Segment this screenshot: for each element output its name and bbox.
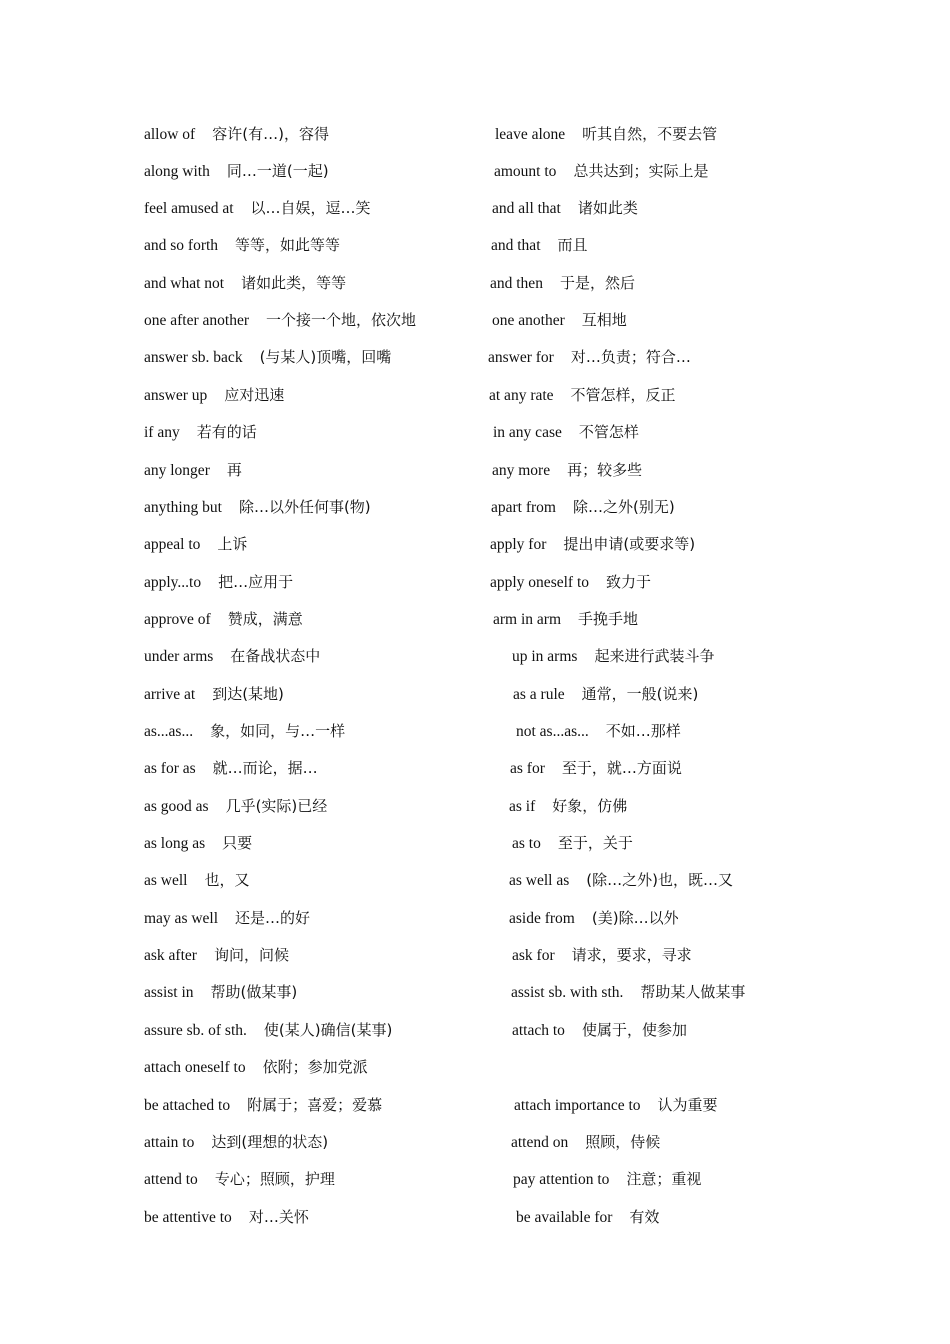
phrase-row bbox=[0, 1207, 950, 1227]
left-entry bbox=[144, 235, 340, 256]
phrase-row bbox=[0, 497, 950, 517]
meaning-text: 对…关怀 bbox=[248, 1208, 309, 1226]
phrase-row bbox=[0, 1095, 950, 1115]
meaning-text: 只要 bbox=[222, 834, 253, 852]
phrase-row bbox=[0, 609, 950, 629]
right-entry bbox=[510, 758, 682, 779]
phrase-row bbox=[0, 1020, 950, 1040]
phrase-row bbox=[0, 124, 950, 144]
left-entry bbox=[144, 833, 252, 854]
right-entry bbox=[492, 310, 627, 331]
meaning-text: 手挽手地 bbox=[578, 610, 639, 628]
phrase-text: one after another bbox=[144, 312, 249, 329]
meaning-text: 就…而论，据… bbox=[212, 759, 318, 777]
phrase-text: one another bbox=[492, 312, 565, 329]
phrase-text: pay attention to bbox=[513, 1171, 610, 1188]
left-entry bbox=[144, 572, 293, 593]
left-entry bbox=[144, 1169, 335, 1190]
phrase-row bbox=[0, 198, 950, 218]
meaning-text: 使属于，使参加 bbox=[581, 1021, 687, 1039]
meaning-text: 专心；照顾，护理 bbox=[214, 1170, 335, 1188]
meaning-text: 应对迅速 bbox=[224, 386, 285, 404]
phrase-row bbox=[0, 982, 950, 1002]
right-entry bbox=[493, 609, 638, 630]
left-entry bbox=[144, 385, 284, 406]
phrase-text: amount to bbox=[494, 163, 557, 180]
meaning-text: 达到(理想的状态) bbox=[211, 1133, 329, 1151]
phrase-text: as long as bbox=[144, 835, 206, 852]
phrase-text: as for as bbox=[144, 760, 196, 777]
right-entry bbox=[492, 198, 638, 219]
phrase-text: if any bbox=[144, 424, 180, 441]
left-entry bbox=[144, 198, 371, 219]
left-entry bbox=[144, 721, 345, 742]
phrase-text: as for bbox=[510, 760, 545, 777]
phrase-text: and all that bbox=[492, 200, 561, 217]
left-entry bbox=[144, 758, 318, 779]
meaning-text: 使(某人)确信(某事) bbox=[263, 1021, 393, 1039]
meaning-text: 再；较多些 bbox=[567, 461, 643, 479]
phrase-text: feel amused at bbox=[144, 200, 234, 217]
right-entry bbox=[491, 235, 588, 256]
phrase-text: attach oneself to bbox=[144, 1059, 246, 1076]
right-entry bbox=[490, 534, 695, 555]
phrase-row bbox=[0, 833, 950, 853]
left-entry bbox=[144, 684, 284, 705]
meaning-text: 照顾，侍候 bbox=[585, 1133, 661, 1151]
meaning-text: 诸如此类，等等 bbox=[241, 274, 347, 292]
left-entry bbox=[144, 1095, 382, 1116]
phrase-text: as good as bbox=[144, 798, 209, 815]
phrase-text: answer sb. back bbox=[144, 349, 243, 366]
meaning-text: 起来进行武装斗争 bbox=[594, 647, 715, 665]
phrase-row bbox=[0, 796, 950, 816]
phrase-text: be available for bbox=[516, 1209, 613, 1226]
right-entry bbox=[493, 422, 639, 443]
left-entry bbox=[144, 796, 327, 817]
phrase-text: under arms bbox=[144, 648, 214, 665]
phrase-row bbox=[0, 684, 950, 704]
phrase-row bbox=[0, 721, 950, 741]
right-entry bbox=[490, 273, 635, 294]
left-entry bbox=[144, 982, 297, 1003]
meaning-text: 还是…的好 bbox=[235, 909, 311, 927]
phrase-text: attain to bbox=[144, 1134, 195, 1151]
phrase-text: apply oneself to bbox=[490, 574, 590, 591]
meaning-text: 一个接一个地，依次地 bbox=[266, 311, 417, 329]
phrase-text: as well as bbox=[509, 872, 570, 889]
phrase-row bbox=[0, 646, 950, 666]
meaning-text: 于是，然后 bbox=[559, 274, 635, 292]
phrase-row bbox=[0, 273, 950, 293]
right-entry bbox=[490, 572, 651, 593]
phrase-text: as to bbox=[512, 835, 541, 852]
phrase-row bbox=[0, 460, 950, 480]
phrase-text: approve of bbox=[144, 611, 211, 628]
right-entry bbox=[495, 124, 717, 145]
phrase-text: arm in arm bbox=[493, 611, 562, 628]
right-entry bbox=[512, 646, 714, 667]
meaning-text: 再 bbox=[226, 461, 242, 479]
meaning-text: 互相地 bbox=[581, 311, 627, 329]
meaning-text: 也，又 bbox=[204, 871, 250, 889]
right-entry bbox=[513, 684, 698, 705]
meaning-text: 通常，一般(说来) bbox=[581, 685, 699, 703]
right-entry bbox=[491, 497, 675, 518]
meaning-text: 不如…那样 bbox=[605, 722, 681, 740]
phrase-text: and then bbox=[490, 275, 543, 292]
left-entry bbox=[144, 870, 250, 891]
meaning-text: 致力于 bbox=[606, 573, 652, 591]
phrase-text: ask for bbox=[512, 947, 555, 964]
right-entry bbox=[516, 1207, 659, 1228]
phrase-text: assure sb. of sth. bbox=[144, 1022, 247, 1039]
meaning-text: 不管怎样，反正 bbox=[570, 386, 676, 404]
left-entry bbox=[144, 273, 346, 294]
left-entry bbox=[144, 945, 289, 966]
meaning-text: (美)除…以外 bbox=[591, 909, 679, 927]
phrase-text: assist in bbox=[144, 984, 194, 1001]
phrase-text: apart from bbox=[491, 499, 556, 516]
phrase-text: apply for bbox=[490, 536, 547, 553]
phrase-text: answer up bbox=[144, 387, 208, 404]
phrase-row bbox=[0, 945, 950, 965]
left-entry bbox=[144, 908, 310, 929]
phrase-text: up in arms bbox=[512, 648, 578, 665]
phrase-text: arrive at bbox=[144, 686, 196, 703]
phrase-text: appeal to bbox=[144, 536, 201, 553]
meaning-text: 听其自然，不要去管 bbox=[582, 125, 718, 143]
meaning-text: 除…以外任何事(物) bbox=[238, 498, 371, 516]
phrase-row bbox=[0, 235, 950, 255]
right-entry bbox=[511, 1132, 660, 1153]
phrase-row bbox=[0, 1057, 950, 1077]
meaning-text: 到达(某地) bbox=[212, 685, 284, 703]
phrase-text: as if bbox=[509, 798, 536, 815]
left-entry bbox=[144, 1132, 328, 1153]
left-entry bbox=[144, 347, 391, 368]
meaning-text: 在备战状态中 bbox=[230, 647, 321, 665]
left-entry bbox=[144, 1057, 368, 1078]
meaning-text: 而且 bbox=[557, 236, 588, 254]
meaning-text: 以…自娱，逗…笑 bbox=[250, 199, 371, 217]
right-entry bbox=[509, 796, 627, 817]
meaning-text: 同…一道(一起) bbox=[226, 162, 329, 180]
phrase-row bbox=[0, 347, 950, 367]
meaning-text: 有效 bbox=[629, 1208, 660, 1226]
phrase-text: any more bbox=[492, 462, 551, 479]
phrase-text: along with bbox=[144, 163, 210, 180]
meaning-text: 容许(有…)，容得 bbox=[212, 125, 329, 143]
meaning-text: 把…应用于 bbox=[218, 573, 294, 591]
phrase-text: at any rate bbox=[489, 387, 554, 404]
meaning-text: 等等，如此等等 bbox=[235, 236, 341, 254]
meaning-text: 好象，仿佛 bbox=[552, 797, 628, 815]
phrase-text: attend to bbox=[144, 1171, 198, 1188]
phrase-text: and what not bbox=[144, 275, 225, 292]
right-entry bbox=[512, 833, 633, 854]
left-entry bbox=[144, 460, 242, 481]
meaning-text: 除…之外(别无) bbox=[572, 498, 675, 516]
phrase-text: leave alone bbox=[495, 126, 566, 143]
phrase-text: and so forth bbox=[144, 237, 219, 254]
phrase-row bbox=[0, 1169, 950, 1189]
meaning-text: 诸如此类 bbox=[577, 199, 638, 217]
meaning-text: (与某人)顶嘴，回嘴 bbox=[259, 348, 392, 366]
right-entry bbox=[513, 1169, 701, 1190]
meaning-text: 至于，关于 bbox=[557, 834, 633, 852]
phrase-row bbox=[0, 385, 950, 405]
phrase-text: be attached to bbox=[144, 1097, 231, 1114]
phrase-row bbox=[0, 870, 950, 890]
phrase-text: anything but bbox=[144, 499, 222, 516]
meaning-text: 帮助某人做某事 bbox=[640, 983, 746, 1001]
meaning-text: 几乎(实际)已经 bbox=[225, 797, 328, 815]
phrase-text: may as well bbox=[144, 910, 219, 927]
right-entry bbox=[514, 1095, 718, 1116]
phrase-text: attend on bbox=[511, 1134, 569, 1151]
right-entry bbox=[509, 908, 679, 929]
phrase-text: aside from bbox=[509, 910, 575, 927]
phrase-row bbox=[0, 161, 950, 181]
meaning-text: 赞成，满意 bbox=[227, 610, 303, 628]
right-entry bbox=[512, 945, 692, 966]
phrase-row bbox=[0, 758, 950, 778]
phrase-text: ask after bbox=[144, 947, 197, 964]
right-entry bbox=[509, 870, 733, 891]
meaning-text: 对…负责；符合… bbox=[570, 348, 691, 366]
meaning-text: 提出申请(或要求等) bbox=[563, 535, 696, 553]
phrase-text: attach to bbox=[512, 1022, 565, 1039]
phrase-text: assist sb. with sth. bbox=[511, 984, 624, 1001]
phrase-row bbox=[0, 310, 950, 330]
phrase-text: not as...as... bbox=[516, 723, 589, 740]
phrase-text: and that bbox=[491, 237, 541, 254]
meaning-text: 若有的话 bbox=[196, 423, 257, 441]
meaning-text: 注意；重视 bbox=[626, 1170, 702, 1188]
left-entry bbox=[144, 609, 303, 630]
phrase-row bbox=[0, 1132, 950, 1152]
right-entry bbox=[512, 1020, 687, 1041]
meaning-text: 认为重要 bbox=[657, 1096, 718, 1114]
meaning-text: 上诉 bbox=[217, 535, 248, 553]
meaning-text: 询问，问候 bbox=[213, 946, 289, 964]
left-entry bbox=[144, 497, 371, 518]
phrase-text: allow of bbox=[144, 126, 196, 143]
meaning-text: 总共达到；实际上是 bbox=[573, 162, 709, 180]
left-entry bbox=[144, 646, 320, 667]
phrase-text: any longer bbox=[144, 462, 210, 479]
left-entry bbox=[144, 124, 329, 145]
right-entry bbox=[494, 161, 708, 182]
phrase-text: be attentive to bbox=[144, 1209, 232, 1226]
right-entry bbox=[489, 385, 676, 406]
phrase-text: as a rule bbox=[513, 686, 565, 703]
left-entry bbox=[144, 161, 329, 182]
meaning-text: 不管怎样 bbox=[578, 423, 639, 441]
right-entry bbox=[492, 460, 642, 481]
meaning-text: 至于，就…方面说 bbox=[561, 759, 682, 777]
meaning-text: 请求，要求，寻求 bbox=[571, 946, 692, 964]
left-entry bbox=[144, 422, 257, 443]
phrase-text: in any case bbox=[493, 424, 562, 441]
right-entry bbox=[488, 347, 691, 368]
left-entry bbox=[144, 1207, 309, 1228]
phrase-text: attach importance to bbox=[514, 1097, 641, 1114]
meaning-text: 依附；参加党派 bbox=[262, 1058, 368, 1076]
meaning-text: 附属于；喜爱；爱慕 bbox=[247, 1096, 383, 1114]
phrase-row bbox=[0, 422, 950, 442]
meaning-text: 象，如同，与…一样 bbox=[210, 722, 346, 740]
phrase-row bbox=[0, 534, 950, 554]
phrase-text: as well bbox=[144, 872, 188, 889]
phrase-row bbox=[0, 908, 950, 928]
phrase-text: answer for bbox=[488, 349, 554, 366]
right-entry bbox=[516, 721, 681, 742]
meaning-text: (除…之外)也，既…又 bbox=[586, 871, 733, 889]
left-entry bbox=[144, 310, 416, 331]
phrase-text: apply...to bbox=[144, 574, 202, 591]
left-entry bbox=[144, 534, 247, 555]
left-entry bbox=[144, 1020, 392, 1041]
phrase-row bbox=[0, 572, 950, 592]
right-entry bbox=[511, 982, 745, 1003]
meaning-text: 帮助(做某事) bbox=[210, 983, 298, 1001]
phrase-text: as...as... bbox=[144, 723, 194, 740]
